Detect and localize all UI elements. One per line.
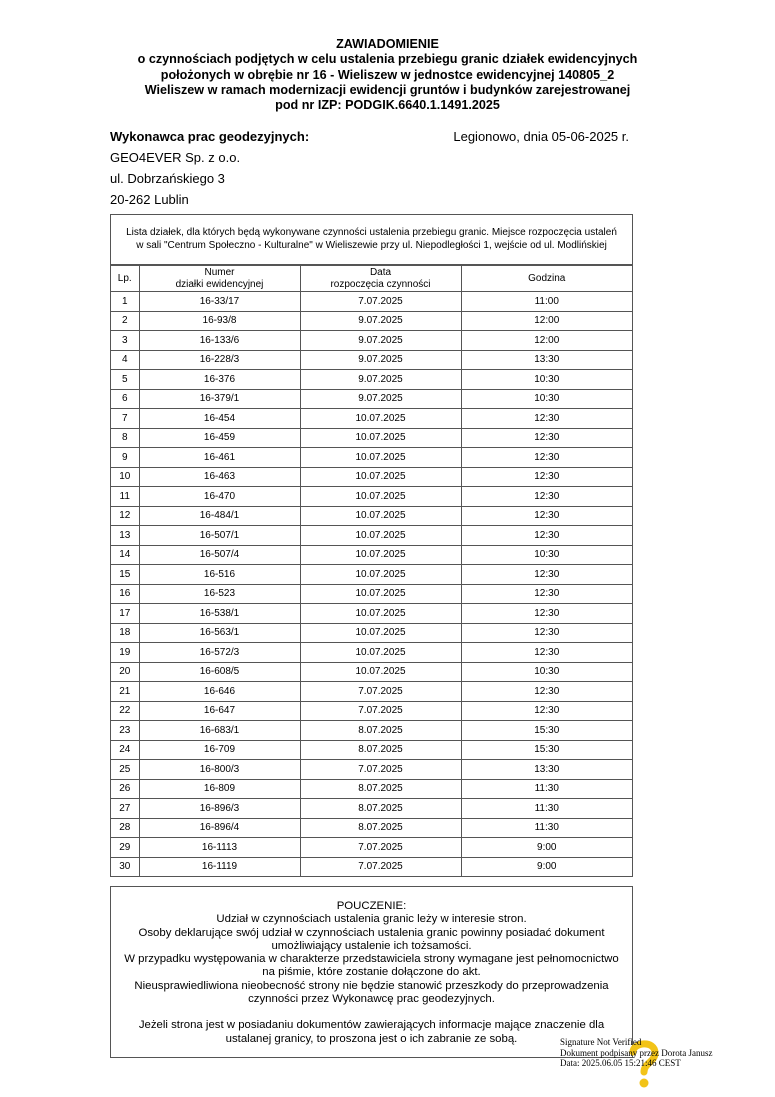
row-lp: 26 xyxy=(111,779,139,799)
row-time: 11:00 xyxy=(461,292,632,312)
row-parcel-number: 16-608/5 xyxy=(139,662,300,682)
table-row xyxy=(111,740,632,760)
row-parcel-number: 16-228/3 xyxy=(139,350,300,370)
row-time: 12:30 xyxy=(461,623,632,643)
row-parcel-number: 16-683/1 xyxy=(139,721,300,741)
table-row xyxy=(111,565,632,585)
row-start-date: 7.07.2025 xyxy=(300,760,461,780)
row-start-date: 10.07.2025 xyxy=(300,409,461,429)
header-start-date-line-1: Data xyxy=(369,267,392,278)
notice-p3b: na piśmie, które zostanie dołączone do akt. xyxy=(262,966,481,979)
row-time: 10:30 xyxy=(461,389,632,409)
row-start-date: 8.07.2025 xyxy=(300,818,461,838)
row-time: 15:30 xyxy=(461,740,632,760)
table-row xyxy=(111,389,632,409)
row-parcel-number: 16-459 xyxy=(139,428,300,448)
header-parcel-number-line-1: Numer xyxy=(204,267,235,278)
row-time: 9:00 xyxy=(461,857,632,876)
table-row xyxy=(111,428,632,448)
row-lp: 15 xyxy=(111,565,139,585)
parcel-table xyxy=(111,265,632,876)
row-lp: 25 xyxy=(111,760,139,780)
table-row xyxy=(111,799,632,819)
row-start-date: 9.07.2025 xyxy=(300,389,461,409)
row-time: 12:00 xyxy=(461,311,632,331)
row-lp: 9 xyxy=(111,448,139,468)
row-parcel-number: 16-1119 xyxy=(139,857,300,876)
row-time: 13:30 xyxy=(461,350,632,370)
contractor-city: 20-262 Lublin xyxy=(110,192,189,207)
row-lp: 1 xyxy=(111,292,139,312)
table-row xyxy=(111,506,632,526)
row-time: 12:30 xyxy=(461,565,632,585)
row-parcel-number: 16-809 xyxy=(139,779,300,799)
table-row xyxy=(111,584,632,604)
row-lp: 7 xyxy=(111,409,139,429)
row-time: 12:30 xyxy=(461,467,632,487)
row-start-date: 10.07.2025 xyxy=(300,506,461,526)
row-start-date: 8.07.2025 xyxy=(300,740,461,760)
table-body xyxy=(111,292,632,877)
table-row xyxy=(111,760,632,780)
row-start-date: 7.07.2025 xyxy=(300,682,461,702)
row-lp: 11 xyxy=(111,487,139,507)
row-time: 12:30 xyxy=(461,682,632,702)
row-lp: 29 xyxy=(111,838,139,858)
table-row xyxy=(111,682,632,702)
row-lp: 10 xyxy=(111,467,139,487)
row-parcel-number: 16-93/8 xyxy=(139,311,300,331)
row-parcel-number: 16-896/3 xyxy=(139,799,300,819)
row-time: 10:30 xyxy=(461,545,632,565)
row-time: 12:30 xyxy=(461,506,632,526)
row-time: 11:30 xyxy=(461,818,632,838)
row-lp: 22 xyxy=(111,701,139,721)
document-header xyxy=(100,37,675,113)
row-start-date: 10.07.2025 xyxy=(300,662,461,682)
row-parcel-number: 16-538/1 xyxy=(139,604,300,624)
table-row xyxy=(111,701,632,721)
row-time: 9:00 xyxy=(461,838,632,858)
row-time: 11:30 xyxy=(461,799,632,819)
row-lp: 18 xyxy=(111,623,139,643)
table-row xyxy=(111,604,632,624)
row-start-date: 8.07.2025 xyxy=(300,799,461,819)
row-start-date: 9.07.2025 xyxy=(300,311,461,331)
table-row xyxy=(111,370,632,390)
signature-date: Data: 2025.06.05 15:21:46 CEST xyxy=(560,1058,681,1068)
table-row xyxy=(111,350,632,370)
row-lp: 21 xyxy=(111,682,139,702)
table-row xyxy=(111,409,632,429)
row-start-date: 10.07.2025 xyxy=(300,623,461,643)
notice-p2b: umożliwiający ustalenie ich tożsamości. xyxy=(271,939,472,952)
row-time: 15:30 xyxy=(461,721,632,741)
row-lp: 5 xyxy=(111,370,139,390)
row-start-date: 10.07.2025 xyxy=(300,487,461,507)
row-lp: 2 xyxy=(111,311,139,331)
place-date: Legionowo, dnia 05-06-2025 r. xyxy=(453,129,629,144)
row-start-date: 10.07.2025 xyxy=(300,545,461,565)
notice-p4b: czynności przez Wykonawcę prac geodezyjnych. xyxy=(248,993,495,1006)
table-row xyxy=(111,838,632,858)
row-parcel-number: 16-454 xyxy=(139,409,300,429)
row-parcel-number: 16-896/4 xyxy=(139,818,300,838)
header-start-date-line-2: rozpoczęcia czynności xyxy=(330,278,431,290)
header-line-4: Wieliszew w ramach modernizacji ewidencji gruntów i budynków zarejestrowanej xyxy=(144,82,631,97)
table-row xyxy=(111,779,632,799)
row-lp: 27 xyxy=(111,799,139,819)
table-row xyxy=(111,311,632,331)
row-start-date: 7.07.2025 xyxy=(300,838,461,858)
row-lp: 13 xyxy=(111,526,139,546)
row-time: 12:30 xyxy=(461,487,632,507)
table-intro xyxy=(111,215,632,265)
header-parcel-number xyxy=(139,266,300,292)
notice-p5a: Jeżeli strona jest w posiadaniu dokumentów zawierających informacje mające znaczenie dla xyxy=(138,1019,605,1032)
table-row xyxy=(111,721,632,741)
row-time: 11:30 xyxy=(461,779,632,799)
table-row xyxy=(111,545,632,565)
row-start-date: 9.07.2025 xyxy=(300,331,461,351)
header-parcel-number-line-2: działki ewidencyjnej xyxy=(175,278,264,290)
row-time: 10:30 xyxy=(461,370,632,390)
signature-block xyxy=(560,1037,712,1069)
row-lp: 8 xyxy=(111,428,139,448)
row-start-date: 10.07.2025 xyxy=(300,584,461,604)
row-time: 12:30 xyxy=(461,604,632,624)
table-row xyxy=(111,623,632,643)
row-start-date: 10.07.2025 xyxy=(300,604,461,624)
row-lp: 6 xyxy=(111,389,139,409)
row-start-date: 7.07.2025 xyxy=(300,701,461,721)
row-parcel-number: 16-516 xyxy=(139,565,300,585)
row-lp: 12 xyxy=(111,506,139,526)
row-start-date: 8.07.2025 xyxy=(300,779,461,799)
table-row xyxy=(111,643,632,663)
row-parcel-number: 16-646 xyxy=(139,682,300,702)
row-time: 12:30 xyxy=(461,701,632,721)
contractor-name: GEO4EVER Sp. z o.o. xyxy=(110,150,241,165)
row-start-date: 10.07.2025 xyxy=(300,526,461,546)
row-start-date: 8.07.2025 xyxy=(300,721,461,741)
notice-p4a: Nieusprawiedliwiona nieobecność strony nie będzie stanowić przeszkody do przeprowadzenia xyxy=(134,979,609,992)
row-parcel-number: 16-572/3 xyxy=(139,643,300,663)
header-line-3: położonych w obrębie nr 16 - Wieliszew w jednostce ewidencyjnej 140805_2 xyxy=(160,67,615,82)
row-parcel-number: 16-376 xyxy=(139,370,300,390)
header-time: Godzina xyxy=(461,266,632,292)
row-time: 12:30 xyxy=(461,448,632,468)
row-parcel-number: 16-33/17 xyxy=(139,292,300,312)
row-parcel-number: 16-507/1 xyxy=(139,526,300,546)
header-title: ZAWIADOMIENIE xyxy=(336,37,439,51)
row-time: 10:30 xyxy=(461,662,632,682)
header-line-2: o czynnościach podjętych w celu ustalenia przebiegu granic działek ewidencyjnych xyxy=(137,52,638,67)
table-row xyxy=(111,487,632,507)
row-lp: 17 xyxy=(111,604,139,624)
row-time: 12:30 xyxy=(461,584,632,604)
header-start-date xyxy=(300,266,461,292)
row-start-date: 9.07.2025 xyxy=(300,350,461,370)
row-lp: 4 xyxy=(111,350,139,370)
table-header-row xyxy=(111,266,632,292)
notice-p3a: W przypadku występowania w charakterze przedstawiciela strony wymagane jest pełnomocnictwo xyxy=(124,953,619,966)
table-row xyxy=(111,857,632,876)
signature-signer: Dokument podpisany przez Dorota Janusz xyxy=(560,1047,713,1058)
notice-p1: Udział w czynnościach ustalenia granic leży w interesie stron. xyxy=(216,913,527,926)
notice-spacer xyxy=(111,1006,632,1019)
contractor-label: Wykonawca prac geodezyjnych: xyxy=(110,129,310,144)
signature-status: Signature Not Verified xyxy=(560,1037,642,1047)
row-lp: 3 xyxy=(111,331,139,351)
row-parcel-number: 16-133/6 xyxy=(139,331,300,351)
row-lp: 16 xyxy=(111,584,139,604)
row-parcel-number: 16-470 xyxy=(139,487,300,507)
header-lp: Lp. xyxy=(111,266,139,292)
row-lp: 23 xyxy=(111,721,139,741)
row-parcel-number: 16-379/1 xyxy=(139,389,300,409)
row-time: 13:30 xyxy=(461,760,632,780)
table-row xyxy=(111,662,632,682)
notice-p5b: ustalanej granicy, to proszona jest o ich zabranie ze sobą. xyxy=(225,1032,518,1045)
row-start-date: 10.07.2025 xyxy=(300,448,461,468)
table-intro-line-2: w sali "Centrum Społeczno - Kulturalne" w Wieliszewie przy ul. Niepodległości 1, wejście od ul. Modlińskiej xyxy=(136,239,607,251)
row-parcel-number: 16-507/4 xyxy=(139,545,300,565)
row-time: 12:30 xyxy=(461,643,632,663)
row-parcel-number: 16-461 xyxy=(139,448,300,468)
row-lp: 20 xyxy=(111,662,139,682)
row-time: 12:30 xyxy=(461,428,632,448)
row-start-date: 7.07.2025 xyxy=(300,857,461,876)
row-parcel-number: 16-1113 xyxy=(139,838,300,858)
row-parcel-number: 16-463 xyxy=(139,467,300,487)
notice-box xyxy=(110,886,633,1058)
row-start-date: 10.07.2025 xyxy=(300,565,461,585)
contractor-street: ul. Dobrzańskiego 3 xyxy=(110,171,225,186)
header-line-5: pod nr IZP: PODGIK.6640.1.1491.2025 xyxy=(275,98,500,113)
table-row xyxy=(111,448,632,468)
row-lp: 28 xyxy=(111,818,139,838)
table-row xyxy=(111,818,632,838)
row-lp: 19 xyxy=(111,643,139,663)
notice-title: POUCZENIE: xyxy=(336,900,407,912)
row-lp: 24 xyxy=(111,740,139,760)
parcel-table-box xyxy=(110,214,633,877)
table-row xyxy=(111,526,632,546)
row-lp: 30 xyxy=(111,857,139,876)
row-parcel-number: 16-647 xyxy=(139,701,300,721)
row-parcel-number: 16-563/1 xyxy=(139,623,300,643)
row-time: 12:00 xyxy=(461,331,632,351)
row-start-date: 10.07.2025 xyxy=(300,643,461,663)
row-time: 12:30 xyxy=(461,526,632,546)
table-row xyxy=(111,467,632,487)
row-parcel-number: 16-709 xyxy=(139,740,300,760)
table-row xyxy=(111,292,632,312)
row-parcel-number: 16-523 xyxy=(139,584,300,604)
row-start-date: 7.07.2025 xyxy=(300,292,461,312)
row-start-date: 9.07.2025 xyxy=(300,370,461,390)
table-row xyxy=(111,331,632,351)
table-intro-line-1: Lista działek, dla których będą wykonywane czynności ustalenia przebiegu granic. Miejsce rozpoczęcia ustaleń xyxy=(126,227,617,238)
row-lp: 14 xyxy=(111,545,139,565)
notice-p2a: Osoby deklarujące swój udział w czynnościach ustalenia granic powinny posiadać dokument xyxy=(138,926,605,939)
row-start-date: 10.07.2025 xyxy=(300,428,461,448)
row-start-date: 10.07.2025 xyxy=(300,467,461,487)
row-parcel-number: 16-484/1 xyxy=(139,506,300,526)
row-time: 12:30 xyxy=(461,409,632,429)
row-parcel-number: 16-800/3 xyxy=(139,760,300,780)
